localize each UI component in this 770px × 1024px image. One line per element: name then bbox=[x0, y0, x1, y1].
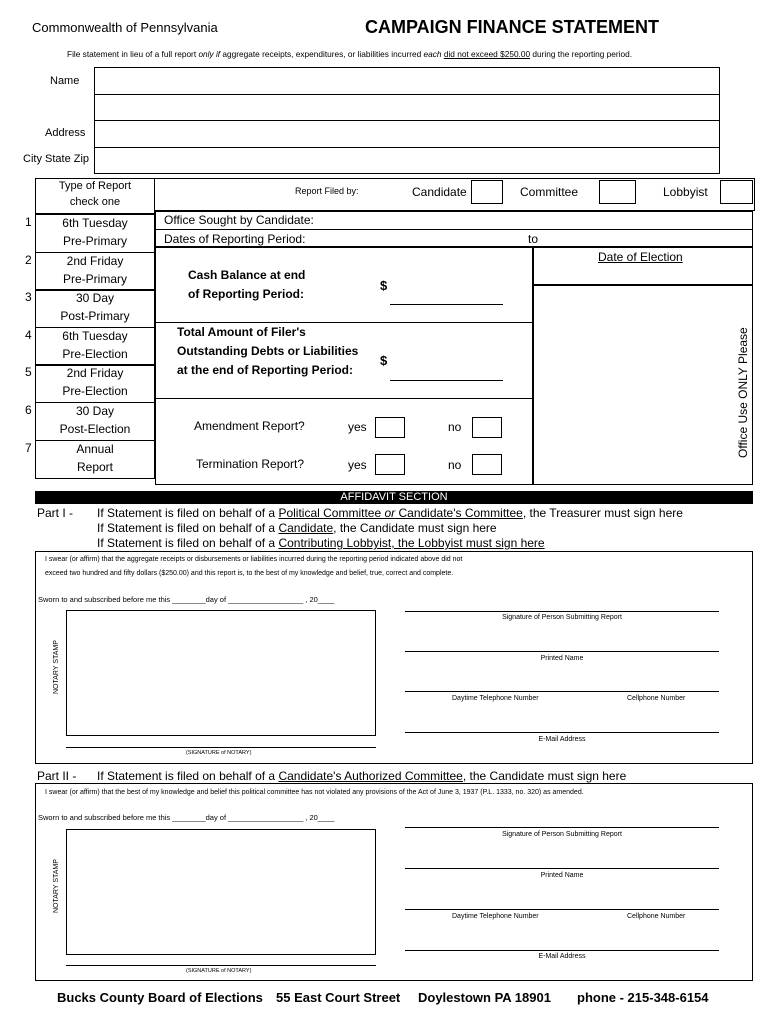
candidate-label: Candidate bbox=[412, 185, 467, 199]
part1-instruction-a bbox=[97, 506, 683, 520]
office-sought-label: Office Sought by Candidate: bbox=[164, 213, 314, 227]
report-type-number: 4 bbox=[25, 328, 32, 342]
report-type-option-line2: Pre-Election bbox=[62, 384, 128, 398]
report-type-number: 2 bbox=[25, 253, 32, 267]
part2-email-field[interactable] bbox=[405, 950, 719, 951]
report-type-option-line1: 2nd Friday bbox=[66, 254, 124, 268]
cash-label-line1: Cash Balance at end bbox=[188, 268, 306, 282]
divider bbox=[94, 147, 720, 148]
report-type-option[interactable] bbox=[35, 327, 155, 366]
filed-by-label: Report Filed by: bbox=[295, 186, 359, 196]
part1-printed-name-field[interactable] bbox=[405, 651, 719, 652]
instruction-part: , the Treasurer must sign here bbox=[522, 506, 683, 520]
report-type-option-line2: Pre-Election bbox=[62, 347, 128, 361]
report-type-option[interactable] bbox=[35, 214, 155, 253]
footer-board: Bucks County Board of Elections bbox=[57, 990, 263, 1005]
report-type-option[interactable] bbox=[35, 402, 155, 441]
part2-label: Part II - bbox=[37, 769, 77, 783]
office-use-only-label: Office Use ONLY Please bbox=[736, 327, 750, 458]
report-type-option-line1: 6th Tuesday bbox=[62, 329, 128, 343]
debts-dollar-sign: $ bbox=[380, 353, 388, 368]
part2-notary-stamp-label: NOTARY STAMP bbox=[53, 859, 60, 913]
termination-yes-checkbox[interactable] bbox=[375, 454, 405, 475]
part2-notary-signature-field[interactable] bbox=[66, 965, 376, 966]
footer-street: 55 East Court Street bbox=[276, 990, 401, 1005]
divider bbox=[155, 398, 533, 399]
report-type-option-line1: Annual bbox=[76, 442, 114, 456]
amendment-no-checkbox[interactable] bbox=[472, 417, 502, 438]
address-field[interactable] bbox=[96, 122, 718, 146]
report-type-option-line1: 2nd Friday bbox=[66, 366, 124, 380]
part1-notary-stamp-area bbox=[66, 610, 376, 736]
subtitle-part: aggregate receipts, expenditures, or liabilities incurred bbox=[220, 49, 424, 59]
debts-label-line3: at the end of Reporting Period: bbox=[177, 363, 353, 377]
report-type-option-line2: Pre-Primary bbox=[62, 234, 127, 248]
part2-daytime-phone-label: Daytime Telephone Number bbox=[452, 913, 539, 920]
part1-email-field[interactable] bbox=[405, 732, 719, 733]
amendment-yes-checkbox[interactable] bbox=[375, 417, 405, 438]
subtitle-part: File statement in lieu of a full report bbox=[67, 49, 199, 59]
state-name: Commonwealth of Pennsylvania bbox=[32, 20, 218, 35]
instruction-emphasis: Candidate's Authorized Committee bbox=[278, 769, 463, 783]
part1-notary-stamp-label: NOTARY STAMP bbox=[53, 640, 60, 694]
report-type-number: 6 bbox=[25, 403, 32, 417]
instruction-emphasis: Contributing Lobbyist, the Lobbyist must sign here bbox=[278, 536, 545, 550]
amendment-yes-label: yes bbox=[348, 420, 367, 434]
subtitle-threshold: did not exceed $250.00 bbox=[443, 49, 531, 59]
cash-label-line2: of Reporting Period: bbox=[188, 287, 304, 301]
subtitle-emphasis: each bbox=[423, 49, 442, 59]
report-type-option-line1: 6th Tuesday bbox=[62, 216, 128, 230]
report-type-option-line2: Post-Primary bbox=[60, 309, 130, 323]
report-type-option[interactable] bbox=[35, 440, 155, 479]
report-type-option[interactable] bbox=[35, 364, 155, 403]
report-type-option-line1: 30 Day bbox=[75, 404, 115, 418]
instruction-part: If Statement is filed on behalf of a bbox=[97, 506, 279, 520]
lobbyist-label: Lobbyist bbox=[663, 185, 708, 199]
report-type-number: 5 bbox=[25, 365, 32, 379]
part2-notary-signature-label: (SIGNATURE of NOTARY) bbox=[186, 968, 252, 974]
report-type-option[interactable] bbox=[35, 289, 155, 328]
divider bbox=[94, 120, 720, 121]
part2-phone-field[interactable] bbox=[405, 909, 719, 910]
part2-email-label: E-Mail Address bbox=[538, 953, 586, 960]
office-use-box bbox=[533, 285, 753, 485]
instruction-emphasis: Candidate bbox=[278, 521, 334, 535]
part1-notary-signature-field[interactable] bbox=[66, 747, 376, 748]
city-state-zip-field[interactable] bbox=[96, 149, 718, 173]
part1-email-label: E-Mail Address bbox=[538, 736, 586, 743]
part1-signature-field[interactable] bbox=[405, 611, 719, 612]
city-state-zip-label: City State Zip bbox=[23, 153, 90, 165]
divider bbox=[94, 94, 720, 95]
footer-phone: phone - 215-348-6154 bbox=[577, 990, 709, 1005]
termination-yes-label: yes bbox=[348, 458, 367, 472]
part1-phone-field[interactable] bbox=[405, 691, 719, 692]
part1-cellphone-label: Cellphone Number bbox=[627, 695, 686, 702]
instruction-part: , the Candidate must sign here bbox=[462, 769, 627, 783]
part1-label: Part I - bbox=[37, 506, 74, 520]
report-type-option-line2: Pre-Primary bbox=[62, 272, 127, 286]
report-type-option-line1: 30 Day bbox=[75, 291, 115, 305]
date-of-election-label: Date of Election bbox=[598, 250, 683, 264]
part1-printed-name-label: Printed Name bbox=[540, 655, 584, 662]
report-type-header-line1: Type of Report bbox=[58, 180, 132, 192]
part2-printed-name-label: Printed Name bbox=[540, 872, 584, 879]
part1-instruction-c bbox=[97, 536, 545, 550]
instruction-part: If Statement is filed on behalf of a bbox=[97, 536, 279, 550]
instruction-part: If Statement is filed on behalf of a bbox=[97, 521, 279, 535]
part2-printed-name-field[interactable] bbox=[405, 868, 719, 869]
form-title: CAMPAIGN FINANCE STATEMENT bbox=[365, 17, 659, 37]
footer-city: Doylestown PA 18901 bbox=[418, 990, 551, 1005]
period-end-field[interactable] bbox=[545, 232, 750, 246]
date-of-election-field[interactable] bbox=[540, 266, 750, 283]
report-type-header-line2: check one bbox=[69, 196, 121, 208]
reporting-period-label: Dates of Reporting Period: bbox=[164, 232, 306, 246]
report-type-number: 7 bbox=[25, 441, 32, 455]
debts-label-line1: Total Amount of Filer's bbox=[177, 325, 306, 339]
report-type-header bbox=[35, 178, 155, 214]
part2-oath-line: I swear (or affirm) that the best of my knowledge and belief this political committee has not violated any provisions of the Act of June 3, 1937 (P.L. 1333, no. 320) as amended. bbox=[45, 789, 584, 796]
part1-oath-line1: I swear (or affirm) that the aggregate receipts or disbursements or liabilities incurred during the reporting period indicated above did not bbox=[45, 556, 463, 563]
part2-notary-stamp-area bbox=[66, 829, 376, 955]
cash-balance-field[interactable] bbox=[390, 304, 503, 305]
committee-label: Committee bbox=[520, 185, 579, 199]
committee-checkbox[interactable] bbox=[599, 180, 636, 204]
form-subtitle bbox=[67, 49, 632, 59]
to-label: to bbox=[528, 232, 539, 246]
part1-instruction-b bbox=[97, 521, 497, 535]
amendment-no-label: no bbox=[448, 420, 462, 434]
part1-notary-signature-label: (SIGNATURE of NOTARY) bbox=[186, 750, 252, 756]
affidavit-bar bbox=[35, 491, 753, 504]
part1-oath-line2: exceed two hundred and fifty dollars ($250.00) and this report is, to the best of my knowledge and belief, true, correct and complete. bbox=[45, 570, 454, 577]
cash-dollar-sign: $ bbox=[380, 278, 388, 293]
instruction-emphasis: Political Committee bbox=[278, 506, 385, 520]
address-label: Address bbox=[45, 127, 86, 139]
report-type-option-line2: Report bbox=[76, 460, 114, 474]
period-start-field[interactable] bbox=[330, 232, 520, 246]
report-type-option-line2: Post-Election bbox=[59, 422, 131, 436]
termination-label: Termination Report? bbox=[196, 457, 305, 471]
debts-amount-field[interactable] bbox=[390, 380, 503, 381]
subtitle-emphasis: only if bbox=[198, 49, 221, 59]
part2-signature-label: Signature of Person Submitting Report bbox=[502, 831, 622, 838]
part1-daytime-phone-label: Daytime Telephone Number bbox=[452, 695, 539, 702]
part2-cellphone-label: Cellphone Number bbox=[627, 913, 686, 920]
part2-sworn-line: Sworn to and subscribed before me this ________day of __________________ , 20____ bbox=[38, 813, 335, 822]
lobbyist-checkbox[interactable] bbox=[720, 180, 753, 204]
subtitle-part: during the reporting period. bbox=[530, 49, 633, 59]
instruction-emphasis: Candidate's Committee bbox=[395, 506, 523, 520]
part2-signature-field[interactable] bbox=[405, 827, 719, 828]
divider bbox=[155, 322, 533, 323]
report-type-number: 3 bbox=[25, 290, 32, 304]
name-field[interactable] bbox=[96, 69, 718, 93]
termination-no-checkbox[interactable] bbox=[472, 454, 502, 475]
office-sought-field[interactable] bbox=[330, 213, 750, 228]
name-label: Name bbox=[50, 75, 80, 87]
instruction-emphasis: or bbox=[384, 506, 396, 520]
affidavit-title: AFFIDAVIT SECTION bbox=[340, 491, 448, 503]
debts-label-line2: Outstanding Debts or Liabilities bbox=[177, 344, 359, 358]
part2-instruction bbox=[97, 769, 626, 783]
instruction-part: If Statement is filed on behalf of a bbox=[97, 769, 279, 783]
instruction-part: , the Candidate must sign here bbox=[333, 521, 497, 535]
report-type-option[interactable] bbox=[35, 252, 155, 291]
divider bbox=[155, 229, 753, 230]
name-field-line2[interactable] bbox=[96, 96, 718, 119]
amendment-label: Amendment Report? bbox=[194, 419, 305, 433]
candidate-checkbox[interactable] bbox=[471, 180, 503, 204]
part1-signature-label: Signature of Person Submitting Report bbox=[502, 614, 622, 621]
termination-no-label: no bbox=[448, 458, 462, 472]
part1-sworn-line: Sworn to and subscribed before me this ________day of __________________ , 20____ bbox=[38, 595, 335, 604]
report-type-number: 1 bbox=[25, 215, 32, 229]
